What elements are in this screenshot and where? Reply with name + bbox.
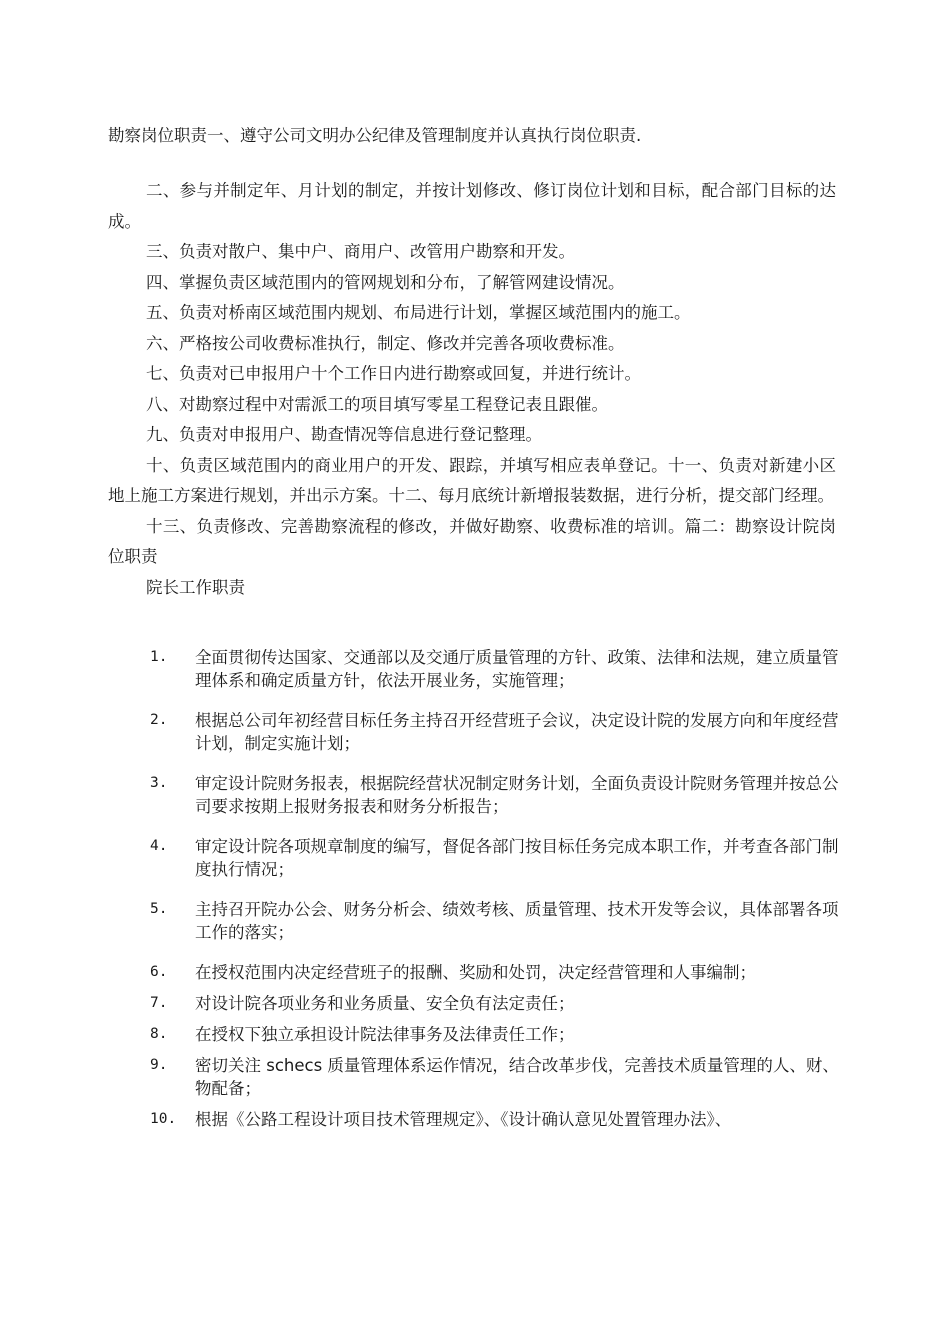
paragraph: 四、掌握负责区域范围内的管网规划和分布，了解管网建设情况。 (146, 272, 625, 292)
list-text: 根据总公司年初经营目标任务主持召开经营班子会议，决定设计院的发展方向和年度经营计划，制定实施计划； (195, 711, 839, 753)
list-text: 在授权下独立承担设计院法律事务及法律责任工作； (195, 1025, 575, 1044)
list-item (150, 709, 840, 755)
list-item (150, 961, 840, 984)
paragraph: 八、对勘察过程中对需派工的项目填写零星工程登记表且跟催。 (146, 394, 608, 414)
paragraph: 七、负责对已申报用户十个工作日内进行勘察或回复，并进行统计。 (146, 364, 641, 383)
paragraph: 十、负责区域范围内的商业用户的开发、跟踪，并填写相应表单登记。十一、负责对新建小区地上施工方案进行规划，并出示方案。十二、每月底统计新增报装数据，进行分析，提交部门经理。 (108, 455, 836, 505)
list-item (150, 1108, 840, 1131)
list-item (150, 898, 840, 944)
intro-line: 勘察岗位职责一、遵守公司文明办公纪律及管理制度并认真执行岗位职责. (108, 126, 642, 145)
list-item (150, 1054, 840, 1100)
paragraph: 六、严格按公司收费标准执行，制定、修改并完善各项收费标准。 (146, 333, 625, 353)
list-text: 在授权范围内决定经营班子的报酬、奖励和处罚，决定经营管理和人事编制； (195, 963, 756, 982)
list-text: 根据《公路工程设计项目技术管理规定》、《设计确认意见处置管理办法》、 (195, 1110, 732, 1129)
list-item (150, 992, 840, 1015)
list-number: 4. (150, 838, 168, 854)
section-title: 院长工作职责 (146, 577, 245, 597)
duties-list (150, 646, 840, 1139)
list-number: 2. (150, 712, 168, 728)
list-text: 审定设计院各项规章制度的编写，督促各部门按目标任务完成本职工作，并考查各部门制度执行情况； (195, 837, 839, 879)
paragraph: 十三、负责修改、完善勘察流程的修改，并做好勘察、收费标准的培训。篇二：勘察设计院岗位职责 (108, 516, 836, 566)
document-body (108, 176, 836, 603)
paragraph: 二、参与并制定年、月计划的制定，并按计划修改、修订岗位计划和目标，配合部门目标的达成。 (108, 181, 836, 231)
list-number: 8. (150, 1026, 168, 1042)
list-number: 7. (150, 995, 168, 1011)
list-number: 6. (150, 964, 168, 980)
list-text: 全面贯彻传达国家、交通部以及交通厅质量管理的方针、政策、法律和法规，建立质量管理体系和确定质量方针，依法开展业务，实施管理； (195, 648, 839, 690)
list-number: 10. (150, 1111, 177, 1127)
list-item (150, 772, 840, 818)
list-item (150, 1023, 840, 1046)
list-text: 密切关注 schecs 质量管理体系运作情况，结合改革步伐，完善技术质量管理的人、财、物配备； (195, 1056, 839, 1098)
list-number: 1. (150, 649, 168, 665)
list-number: 5. (150, 901, 168, 917)
paragraph: 九、负责对申报用户、勘查情况等信息进行登记整理。 (146, 425, 542, 444)
list-text: 对设计院各项业务和业务质量、安全负有法定责任； (195, 994, 575, 1013)
paragraph: 五、负责对桥南区域范围内规划、布局进行计划，掌握区域范围内的施工。 (146, 303, 691, 322)
list-item (150, 646, 840, 692)
list-text: 审定设计院财务报表，根据院经营状况制定财务计划，全面负责设计院财务管理并按总公司要求按期上报财务报表和财务分析报告； (195, 774, 839, 816)
list-item (150, 835, 840, 881)
paragraph: 三、负责对散户、集中户、商用户、改管用户勘察和开发。 (146, 242, 575, 261)
list-text: 主持召开院办公会、财务分析会、绩效考核、质量管理、技术开发等会议，具体部署各项工作的落实； (195, 900, 839, 942)
list-number: 3. (150, 775, 168, 791)
list-number: 9. (150, 1057, 168, 1073)
